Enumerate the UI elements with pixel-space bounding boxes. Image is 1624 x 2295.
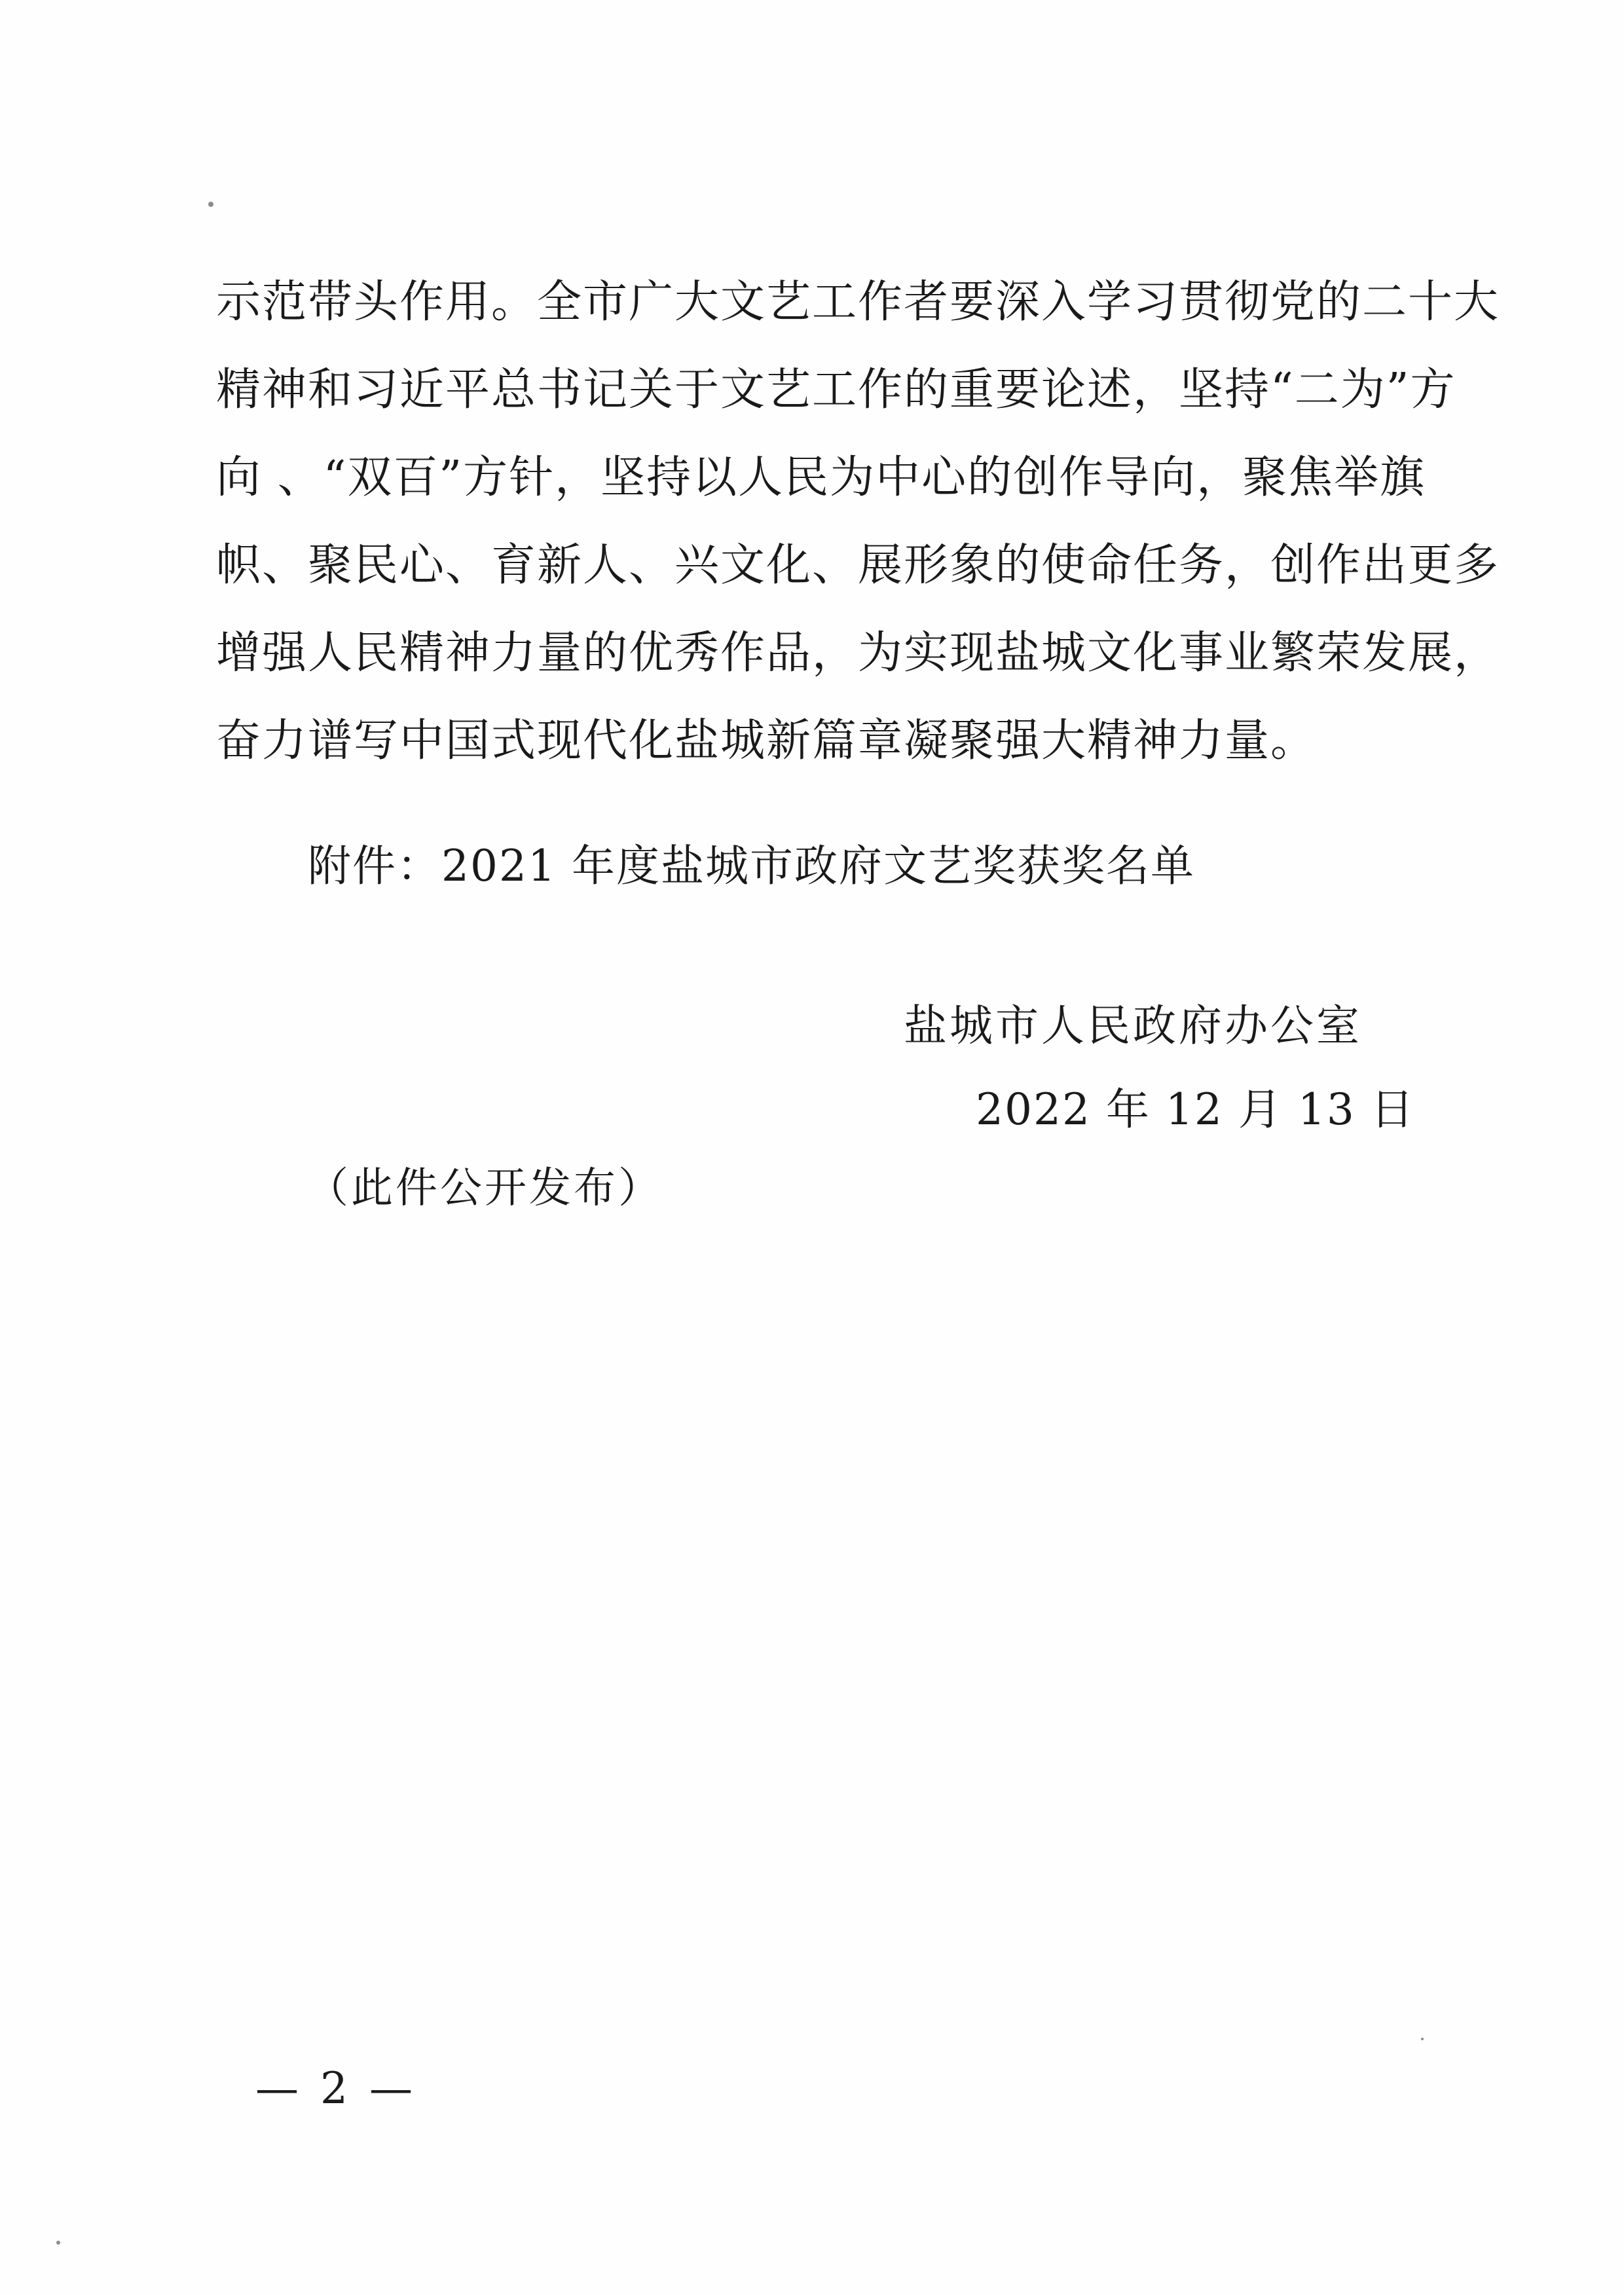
- body-line: 示范带头作用。全市广大文艺工作者要深入学习贯彻党的二十大: [216, 276, 1500, 328]
- issue-date: 2022 年 12 月 13 日: [976, 1084, 1415, 1135]
- body-line: 奋力谱写中国式现代化盐城新篇章凝聚强大精神力量。: [216, 715, 1317, 767]
- page-number: — 2 —: [255, 2063, 416, 2114]
- scan-speck: [208, 202, 213, 207]
- body-paragraph: [216, 259, 1500, 785]
- body-line: 帜、聚民心、育新人、兴文化、展形象的使命任务，创作出更多: [216, 540, 1500, 591]
- scan-speck: [1421, 2038, 1424, 2040]
- publication-note: （此件公开发布）: [306, 1164, 663, 1213]
- body-line: 精神和习近平总书记关于文艺工作的重要论述，坚持“二为”方: [216, 364, 1456, 416]
- body-line: 增强人民精神力量的优秀作品，为实现盐城文化事业繁荣发展，: [216, 627, 1500, 679]
- body-line: 向 、“双百”方针，坚持以人民为中心的创作导向，聚焦举旗: [216, 452, 1426, 504]
- scan-speck: [56, 2241, 60, 2245]
- issuing-office: 盐城市人民政府办公室: [904, 1001, 1362, 1051]
- attachment-line: 附件：2021 年度盐城市政府文艺奖获奖名单: [308, 841, 1195, 891]
